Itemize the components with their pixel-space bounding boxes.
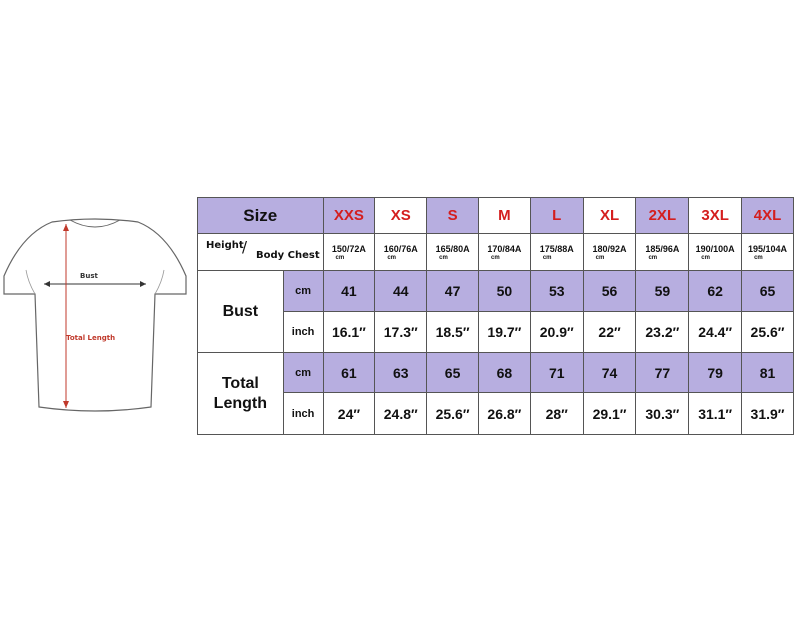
body-chest-label: Body Chest: [256, 250, 320, 261]
size-col-2xl: 2XL: [636, 198, 689, 234]
length-cm-4xl: 81: [742, 353, 794, 393]
size-col-xl: XL: [583, 198, 636, 234]
measure-value: 170/84A: [487, 244, 522, 254]
size-col-s: S: [427, 198, 479, 234]
size-header-row: [198, 198, 794, 234]
bust-label: Bust: [80, 272, 98, 280]
measure-value: 175/88A: [539, 244, 574, 254]
bust-inch-unit: inch: [283, 312, 323, 353]
bust-cm-2xl: 59: [636, 271, 689, 312]
length-inch-l: 28″: [530, 393, 583, 435]
measure-unit: cm: [335, 255, 345, 261]
bust-inch-2xl: 23.2″: [636, 312, 689, 353]
bust-cm-s: 47: [427, 271, 479, 312]
length-cm-xl: 74: [583, 353, 636, 393]
measure-value: 195/104A: [748, 244, 788, 254]
measure-value: 180/92A: [592, 244, 627, 254]
length-inch-row: [198, 393, 794, 435]
slash-label: /: [242, 238, 248, 256]
measure-unit: cm: [542, 255, 552, 261]
bust-inch-m: 19.7″: [479, 312, 531, 353]
measure-cell: [479, 234, 531, 271]
bust-cm-xl: 56: [583, 271, 636, 312]
length-inch-2xl: 30.3″: [636, 393, 689, 435]
bust-inch-4xl: 25.6″: [742, 312, 794, 353]
measure-unit: cm: [648, 255, 658, 261]
size-col-xxs: XXS: [323, 198, 375, 234]
length-cm-row: [198, 353, 794, 393]
length-inch-xxs: 24″: [323, 393, 375, 435]
bust-cm-unit: cm: [283, 271, 323, 312]
measure-cell: [742, 234, 794, 271]
length-inch-4xl: 31.9″: [742, 393, 794, 435]
size-col-xs: XS: [375, 198, 427, 234]
tshirt-outline-icon: [0, 212, 190, 417]
bust-inch-xs: 17.3″: [375, 312, 427, 353]
bust-row-label: Bust: [198, 271, 284, 353]
measure-cell: [530, 234, 583, 271]
length-cm-unit: cm: [283, 353, 323, 393]
bust-cm-m: 50: [479, 271, 531, 312]
measure-cell: [323, 234, 375, 271]
bust-inch-xxs: 16.1″: [323, 312, 375, 353]
size-col-l: L: [530, 198, 583, 234]
measure-unit: cm: [491, 255, 500, 261]
bust-inch-row: [198, 312, 794, 353]
bust-inch-s: 18.5″: [427, 312, 479, 353]
measure-cell: [375, 234, 427, 271]
bust-cm-l: 53: [530, 271, 583, 312]
tshirt-diagram: [0, 212, 190, 417]
bust-inch-3xl: 24.4″: [689, 312, 742, 353]
bust-cm-3xl: 62: [689, 271, 742, 312]
total-length-line2: Length: [213, 394, 267, 412]
length-inch-3xl: 31.1″: [689, 393, 742, 435]
measure-cell: [689, 234, 742, 271]
length-cm-3xl: 79: [689, 353, 742, 393]
measure-unit: cm: [754, 255, 763, 261]
length-cm-xxs: 61: [323, 353, 375, 393]
measure-value: 150/72A: [331, 244, 366, 254]
bust-cm-row: [198, 271, 794, 312]
size-col-m: M: [479, 198, 531, 234]
size-chart-table: [197, 197, 794, 435]
length-cm-xs: 63: [375, 353, 427, 393]
measure-cell: [427, 234, 479, 271]
total-length-label: Total Length: [66, 334, 116, 342]
measure-cell: [636, 234, 689, 271]
length-inch-m: 26.8″: [479, 393, 531, 435]
measure-value: 185/96A: [645, 244, 680, 254]
measure-unit: cm: [595, 255, 605, 261]
length-cm-2xl: 77: [636, 353, 689, 393]
measure-unit: cm: [387, 255, 397, 261]
height-label: Height: [206, 240, 244, 251]
size-header: Size: [198, 198, 324, 234]
bust-cm-4xl: 65: [742, 271, 794, 312]
length-inch-xl: 29.1″: [583, 393, 636, 435]
bust-inch-l: 20.9″: [530, 312, 583, 353]
length-inch-unit: inch: [283, 393, 323, 435]
measure-unit: cm: [439, 255, 448, 261]
height-chest-header: [198, 234, 324, 271]
height-chest-row: [198, 234, 794, 271]
bust-cm-xxs: 41: [323, 271, 375, 312]
length-cm-m: 68: [479, 353, 531, 393]
bust-inch-xl: 22″: [583, 312, 636, 353]
measure-value: 160/76A: [383, 244, 418, 254]
length-inch-xs: 24.8″: [375, 393, 427, 435]
measure-value: 190/100A: [695, 244, 735, 254]
length-cm-s: 65: [427, 353, 479, 393]
length-cm-l: 71: [530, 353, 583, 393]
measure-cell: [583, 234, 636, 271]
bust-cm-xs: 44: [375, 271, 427, 312]
measure-value: 165/80A: [435, 244, 470, 254]
length-inch-s: 25.6″: [427, 393, 479, 435]
total-length-line1: Total: [221, 374, 259, 392]
size-col-3xl: 3XL: [689, 198, 742, 234]
total-length-row-label: [198, 353, 284, 435]
measure-unit: cm: [701, 255, 710, 261]
size-col-4xl: 4XL: [742, 198, 794, 234]
